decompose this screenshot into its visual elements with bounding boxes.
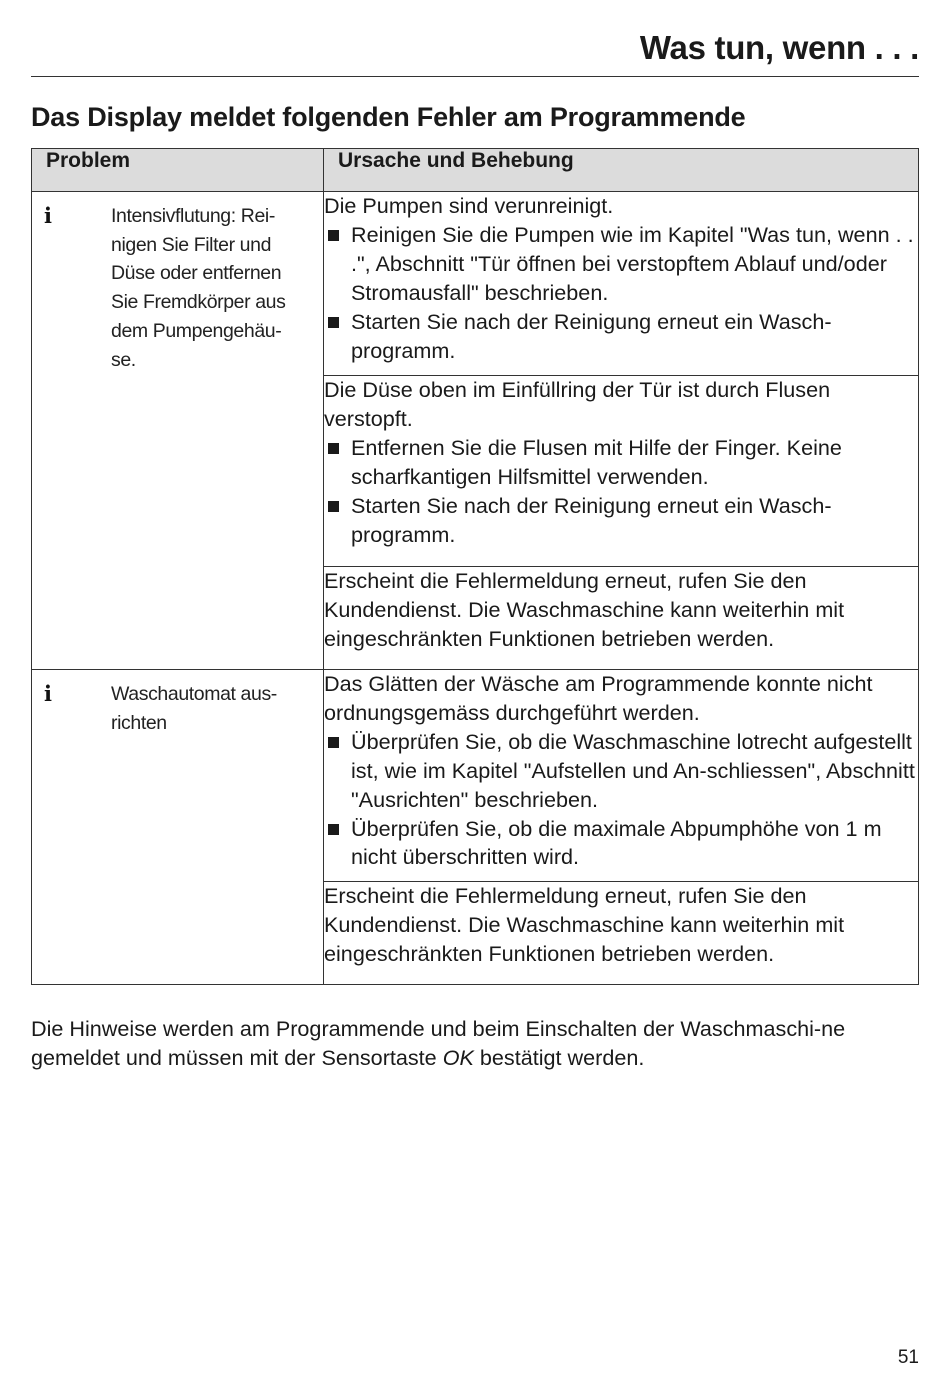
cause-cell [324, 882, 919, 985]
table-row [32, 192, 919, 376]
page-header [31, 26, 919, 77]
square-bullet-icon [328, 824, 339, 835]
cause-intro: Erscheint die Fehlermeldung erneut, rufen Sie den Kundendienst. Die Waschmaschine kann weiterhin mit eingeschränkten Funktionen betrieben werden. [324, 568, 845, 651]
error-table [31, 148, 919, 985]
table-header-row [32, 149, 919, 192]
section-title: Das Display meldet folgenden Fehler am Programmende [31, 102, 746, 132]
column-header-problem: Problem [32, 149, 324, 192]
list-item: Starten Sie nach der Reinigung erneut ein Wasch-programm. [324, 308, 918, 366]
sensor-key-label: OK [442, 1045, 474, 1070]
remedy-list [324, 434, 918, 550]
cause-intro: Das Glätten der Wäsche am Programmende konnte nicht ordnungsgemäss durchgeführt werden. [324, 671, 873, 725]
page-title: Was tun, wenn . . . [639, 29, 919, 66]
info-icon: i [44, 203, 52, 228]
square-bullet-icon [328, 443, 339, 454]
cause-cell [324, 670, 919, 882]
square-bullet-icon [328, 317, 339, 328]
list-item: Reinigen Sie die Pumpen wie im Kapitel "Was tun, wenn . . .", Abschnitt "Tür öffnen bei verstopftem Ablauf und/oder Stromausfall" beschrieben. [324, 221, 918, 308]
list-item: Überprüfen Sie, ob die Waschmaschine lotrecht aufgestellt ist, wie im Kapitel "Aufstellen und An-schliessen", Abschnitt "Ausrichten" beschrieben. [324, 728, 918, 815]
cause-cell [324, 192, 919, 376]
problem-text: Waschautomat aus- richten [111, 683, 277, 734]
remedy-list [324, 728, 918, 873]
cause-cell [324, 376, 919, 567]
list-item: Entfernen Sie die Flusen mit Hilfe der Finger. Keine scharfkantigen Hilfsmittel verwenden. [324, 434, 918, 492]
problem-cell [32, 670, 324, 985]
info-icon: i [44, 681, 52, 706]
square-bullet-icon [328, 737, 339, 748]
table-row [32, 670, 919, 882]
cause-intro: Erscheint die Fehlermeldung erneut, rufen Sie den Kundendienst. Die Waschmaschine kann weiterhin mit eingeschränkten Funktionen betrieben werden. [324, 883, 845, 966]
problem-cell [32, 192, 324, 670]
cause-cell [324, 567, 919, 670]
cause-intro: Die Pumpen sind verunreinigt. [324, 193, 614, 218]
square-bullet-icon [328, 501, 339, 512]
square-bullet-icon [328, 230, 339, 241]
column-header-cause: Ursache und Behebung [324, 149, 919, 192]
cause-intro: Die Düse oben im Einfüllring der Tür ist durch Flusen verstopft. [324, 377, 831, 431]
list-item: Starten Sie nach der Reinigung erneut ein Wasch-programm. [324, 492, 918, 550]
footer-note: Die Hinweise werden am Programmende und beim Einschalten der Waschmaschi-ne gemeldet und müssen mit der Sensortaste OK bestätigt werden. [31, 1016, 846, 1070]
remedy-list [324, 221, 918, 366]
problem-text: Intensivflutung: Rei- nigen Sie Filter und Düse oder entfernen Sie Fremdkörper aus dem Pumpengehäu- se. [111, 205, 286, 371]
list-item: Überprüfen Sie, ob die maximale Abpumphöhe von 1 m nicht überschritten wird. [324, 815, 918, 873]
page-number: 51 [897, 1347, 919, 1368]
